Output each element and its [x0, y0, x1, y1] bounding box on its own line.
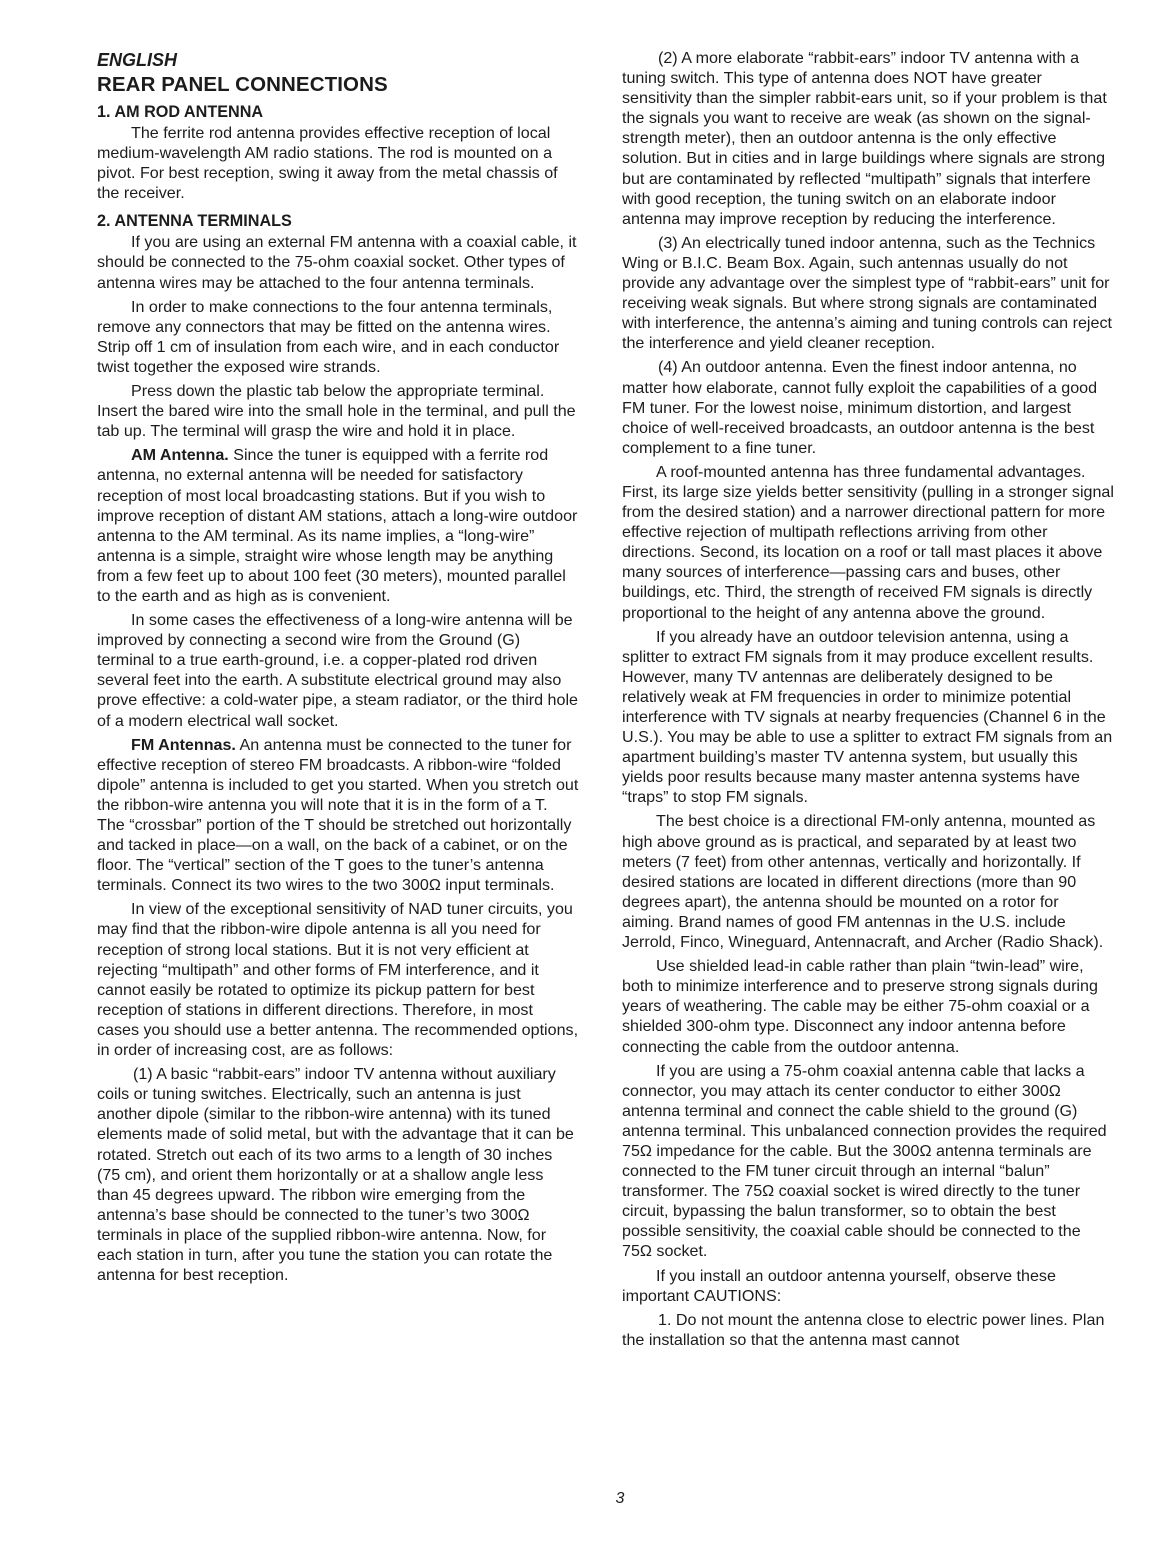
section-heading-am-rod: 1. AM ROD ANTENNA: [97, 103, 264, 121]
paragraph-option-2: (2) A more elaborate “rabbit-ears” indoor TV antenna with a tuning switch. This type of antenna does NOT have greater sensitivity than the simpler rabbit-ears unit, so if your problem is that the signals you want to receive are weak (as shown on the signal-strength meter), then an outdoor antenna is the only effective solution. But in cities and in large buildings where signals are strong but are contaminated by reflected “multipath” signals that interfere with good reception, the tuning switch on an elaborate indoor antenna may improve reception by reducing the interference.: [622, 49, 1107, 228]
fm-antennas-lead: FM Antennas.: [131, 735, 236, 754]
right-column: [622, 48, 1114, 1354]
paragraph-cautions: If you install an outdoor antenna yourself, observe these important CAUTIONS:: [622, 1266, 1056, 1305]
paragraph-coaxial-cable: If you are using a 75-ohm coaxial antenna cable that lacks a connector, you may attach its center conductor to either 300Ω antenna terminal and connect the cable shield to the ground (G) antenna terminal. This unbalanced connection provides the required 75Ω impedance for the cable. But the 300Ω antenna terminals are connected to the FM tuner circuit through an internal “balun” transformer. The 75Ω coaxial socket is wired directly to the tuner circuit, bypassing the balun transformer, so to obtain the best possible sensitivity, the coaxial cable should be connected to the 75Ω socket.: [622, 1061, 1107, 1261]
paragraph-plastic-tab: Press down the plastic tab below the appropriate terminal. Insert the bared wire into the small hole in the terminal, and pull the tab up. The terminal will grasp the wire and hold it in place.: [97, 382, 576, 441]
paragraph-option-3: (3) An electrically tuned indoor antenna, such as the Technics Wing or B.I.C. Beam Box. Again, such antennas usually do not provide any advantage over the simplest type of “rabbit-ears” unit for receiving weak signals. But where strong signals are contaminated with interference, the antenna’s aiming and tuning controls can reject the interference and yield cleaner reception.: [622, 233, 1112, 353]
paragraph-ground: In some cases the effectiveness of a long-wire antenna will be improved by connecting a second wire from the Ground (G) terminal to a true earth-ground, i.e. a copper-plated rod driven several feet into the earth. A substitute electrical ground may also prove effective: a cold-water pipe, a steam radiator, or the third hole of a modern electrical wall socket.: [97, 611, 578, 730]
am-antenna-lead: AM Antenna.: [131, 446, 229, 465]
am-antenna-text: Since the tuner is equipped with a ferrite rod antenna, no external antenna will be needed for satisfactory reception of most local broadcasting stations. But if you wish to improve reception of distant AM stations, attach a long-wire outdoor antenna to the AM terminal. As its name implies, a “long-wire” antenna is a simple, straight wire whose length may be anything from a few feet up to about 100 feet (30 meters), mounted parallel to the earth and as high as is convenient.: [97, 446, 578, 605]
paragraph-option-4: (4) An outdoor antenna. Even the finest indoor antenna, no matter how elaborate, cannot fully exploit the capabilities of a good FM tuner. For the lowest noise, minimum distortion, and largest choice of well-received broadcasts, an outdoor antenna is the best complement to a fine tuner.: [622, 358, 1098, 457]
page-title: REAR PANEL CONNECTIONS: [97, 73, 388, 96]
paragraph-am-rod: The ferrite rod antenna provides effective reception of local medium-wavelength AM radio stations. The rod is mounted on a pivot. For best reception, swing it away from the metal chassis of the receiver.: [97, 124, 558, 203]
paragraph-connections: In order to make connections to the four antenna terminals, remove any connectors that may be fitted on the antenna wires. Strip off 1 cm of insulation from each wire, and in each conductor twist together the exposed wire strands.: [97, 297, 560, 376]
paragraph-roof-mounted: A roof-mounted antenna has three fundamental advantages. First, its large size yields better sensitivity (pulling in a stronger signal from the desired station) and a narrower directional pattern for more effective rejection of multipath reflections arriving from other directions. Second, its location on a roof or tall mast places it above many sources of interference—passing cars and buses, other buildings, etc. Third, the strength of received FM signals is directly proportional to the height of any antenna above the ground.: [622, 462, 1114, 622]
paragraph-tv-antenna: If you already have an outdoor television antenna, using a splitter to extract FM signals from it may produce excellent results. However, many TV antennas are deliberately designed to be relatively weak at FM frequencies in order to minimize potential interference with TV signals at nearby frequencies (Channel 6 in the U.S.). You may be able to use a splitter to extract FM signals from an apartment building’s master TV antenna system, but usually this yields poor results because many master antenna systems have “traps” to stop FM signals.: [622, 627, 1113, 807]
paragraph-option-1: (1) A basic “rabbit-ears” indoor TV antenna without auxiliary coils or tuning switches. Electrically, such an antenna is just another dipole (similar to the ribbon-wire antenna) with its tuned elements made of solid metal, but with the advantage that it can be rotated. Stretch out each of its two arms to a length of 30 inches (75 cm), and orient them horizontally or at a shallow angle less than 45 degrees upward. The ribbon wire emerging from the antenna’s base should be connected to the tuner’s two 300Ω terminals in place of the supplied ribbon-wire antenna. Now, for each station in turn, after you tune the station you can rotate the antenna for best reception.: [97, 1065, 574, 1285]
paragraph-shielded-cable: Use shielded lead-in cable rather than plain “twin-lead” wire, both to minimize interference and to preserve strong signals during years of weathering. The cable may be either 75-ohm coaxial or a shielded 300-ohm type. Disconnect any indoor antenna before connecting the cable from the outdoor antenna.: [622, 957, 1098, 1056]
paragraph-fm-antennas: [97, 735, 579, 896]
left-column: [97, 48, 579, 1289]
paragraph-caution-1: 1. Do not mount the antenna close to electric power lines. Plan the installation so that the antenna mast cannot: [622, 1310, 1105, 1349]
paragraph-sensitivity: In view of the exceptional sensitivity of NAD tuner circuits, you may find that the ribbon-wire dipole antenna is all you need for reception of strong local stations. But it is not very efficient at rejecting “multipath” and other forms of FM interference, and it cannot easily be rotated to optimize its pickup pattern for best reception of stations in different directions. Therefore, in most cases you should use a better antenna. The recommended options, in order of increasing cost, are as follows:: [97, 900, 579, 1060]
paragraph-am-antenna: [97, 445, 579, 606]
paragraph-coaxial: If you are using an external FM antenna with a coaxial cable, it should be connected to the 75-ohm coaxial socket. Other types of antenna wires may be attached to the four antenna terminals.: [97, 233, 577, 292]
section-heading-antenna-terminals: 2. ANTENNA TERMINALS: [97, 212, 292, 231]
language-label: ENGLISH: [97, 50, 178, 70]
paragraph-best-choice: The best choice is a directional FM-only antenna, mounted as high above ground as is practical, and separated by at least two meters (7 feet) from other antennas, vertically and horizontally. If desired stations are located in different directions (more than 90 degrees apart), the antenna should be mounted on a rotor for aiming. Brand names of good FM antennas in the U.S. include Jerrold, Finco, Wineguard, Antennacraft, and Archer (Radio Shack).: [622, 812, 1104, 952]
page-number: 3: [615, 1490, 625, 1507]
fm-antennas-text: An antenna must be connected to the tuner for effective reception of stereo FM broadcasts. A ribbon-wire “folded dipole” antenna is included to get you started. When you stretch out the ribbon-wire antenna you will note that it is in the form of a T. The “crossbar” portion of the T should be stretched out horizontally and tacked in place—on a wall, on the back of a cabinet, or on the floor. The “vertical” section of the T goes to the tuner’s antenna terminals. Connect its two wires to the two 300Ω input terminals.: [97, 735, 579, 895]
